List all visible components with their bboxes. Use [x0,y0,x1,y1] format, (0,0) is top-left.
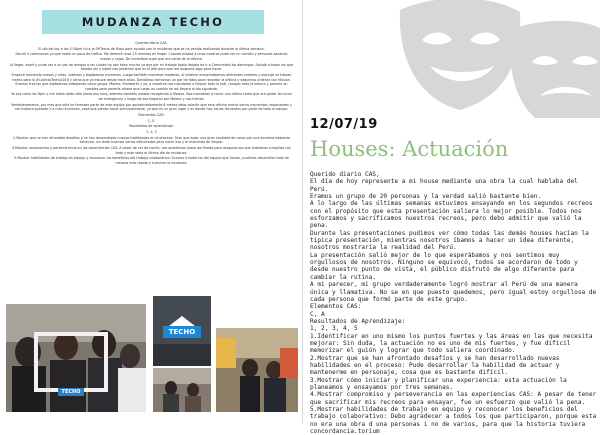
text-line: 1.Identificar en uno mismo los puntos fuertes y las áreas en las que necesita mejorar: Sin duda, la actuación no es uno de mis fuertes, y fue difícil memorizar el guión y lograr que todo saliera coordinado. [310,332,593,355]
techo-logo-text: TECHO [168,328,196,336]
paragraph: Empecé moviendo mesas y sillas, subimos y bajábamos escaleras. Luego también movimos maderas. Al ordenar encontrábamos diferentes cartelas y marcaje se habían hecho para la #ColectaTecho2018 y otras que yo estuve desde hace años. Decidimos tomarnos un par de fotos para recordar la oficina y seguimos ordenar con Música. Eramos tres los que estábamos trabajando como grupo, Molero, Humberto y yo, a nosotros nos mandaron a limpiar todo lo Jodi, recoger todo la basura y ponerla en costales para ponerla afuera que luego un camión se los llevara al día siguiente. [11,73,292,91]
paragraph: Decidí ir caminando ya que había un poco de tráfico. Me demoré unos 15 minutos en llegar. Cuando estaba a unas cuadras pude ver un camión y personas sacando mesas y cajas. De inmediato supe que era venía de la oficina. [15,52,288,62]
paragraph: Querido diario CAS, [135,41,168,45]
text-line: Elementos CAS: [310,303,362,311]
right-body-text [310,171,598,435]
text-line: A mi parecer, mi grupo verdaderamente logró mostrar al Perú de una manera única y llamativa. No se en que puesto quedemos, pero igual estoy orgullosa de cada persona que formó parte de este grupo. [310,281,597,303]
text-line: 2.Mostrar que se han afrontado desafíos y se han desarrollado nuevas habilidades en el proceso: Pude desarrollar la habilidad de actuar y mantenerme en personaje, cosa que es bastante difícil. [310,354,560,377]
left-body-text [10,41,293,167]
text-line: 5.Mostrar habilidades de trabajo en equipo y reconocer los beneficios del trabajo colaborativo: Debo agradecer a todos los que participaron, porque esta no era una obra d una personas i no de varios, para que la historia tuviera concordancia.torium [310,406,597,435]
paragraph: Al llegar, entré y pude ver a un par de amigos a los cuales no veo hace mucho ya que por mi trabajo había dejado de ir a Comunidad los domingos. Saludé a todos los que estaba ahí y hablé con Jonathan que es el jefe para que me asignara algo para hacer. [10,62,293,72]
paragraph: Resultados de aprendizaje: [129,124,174,129]
photo-collage [6,296,296,416]
text-line: La presentación salió mejor de lo que esperábamos y nos sentimos muy orgullosos de nosotros. Ninguno se equivocó, todos se acordaron de todo y desde nuestro punto de vista, el público disfrutó de algo diferente para cambiar la rutina. [310,251,578,281]
text-line: Eramos un grupo de 20 personas y la verdad salió bastante bien. [310,193,542,201]
text-line: A lo largo de las últimas semanas estuvimos ensayando en los segundos recreos con el propósito que esta presentación saliera lo mejor posible. Todos nos esforzamos y sacrificamos nuestros recreos, pero debo admitir que valió la pena. [310,200,593,230]
paragraph: El día de hoy a las 5:30pm fui a la OfiTecho de Rioja para ayudar con la mudanza que se ha venido realizando durante la última semana. [38,46,265,51]
paragraph: 2.Mostrar que se han afrontado desafíos y se han desarrollado nuevas habilidades en el proceso: Tuve que bajar una gran cantidad de cosas por una escalera bastante estrecha, sin duda tuvimos varias dificultades para hacer eso y al momento de limpiar. [13,135,290,145]
title-banner [42,10,264,34]
paragraph: Elementos CAS: [138,112,165,117]
paragraph: Verdaderamente, por más que sólo he formado parte de este equipo por aproximadamente 6 meses debo admitir que esta oficina marcó varios momentos importantes y me hubiera gustado ir a más reuniones, cosa que pienso hacer principalmente, ya que es un gran lugar y es donde hay varias recuerdos por parte de todo el equipo. [11,102,292,112]
frame-sign-text: TECHO [61,389,81,395]
entry-date: 12/07/19 [310,117,378,132]
group-photo [6,304,146,412]
paragraph: C, S. [147,118,156,123]
text-line: 4.Mostrar compromiso y perseverancia en las experiencias CAS: A pesar de tener que sacrificar mis recreos para ensayar, fue un esfuerzo que valió la pena. [310,391,597,406]
paragraph: 2, 4, 5 [146,130,157,135]
paragraph: 5.Mostrar habilidades de trabajo en equipo y reconocer los beneficios del trabajo colaborativo: Gracias a todos los del equipo que fueron, pudimos desarrollar todo de manera más rápido y culminar la mudanza. [14,156,289,166]
text-line: C, A [310,310,325,318]
text-line: Resultados de Aprendizaje: [310,317,406,325]
text-line: Durante las presentaciones pudimos ver cómo todas las demás houses hacían la típica presentación, mientras nosotros íbamos a hacer un idea diferente, nosotros mostraría la realidad del Perú. [310,229,589,252]
paragraph: Ya era como las 8pm y me había dado sólo hasta esa hora, además también estaba recogiendo a Molero. Nos mandaron a hacer una última tarea que era quitar las luces de emergencia y luego de eso llegaron por Molero y nos fuimos. [11,92,292,101]
text-line: El día de hoy represente a mi house mediante una obra la cual hablaba del Perú. [310,178,578,193]
right-journal-page [303,0,600,435]
entry-heading: Houses: Actuación [310,137,509,161]
text-line: 1, 2, 3, 4, 5 [310,325,358,333]
left-journal-page [0,0,302,424]
text-line: Querido diario CAS, [310,171,380,178]
text-line: 3.Mostrar cómo iniciar y planificar una experiencia: esta actuación la planeamos y ensayamos por tres semanas. [310,376,567,391]
paragraph: 4.Mostrar compromiso y perseverancia en las experiencias CAS: A pesar de ser de noche, nos quedamos hasta las finales para asegurarnos que habíamos cumplido con todo y este sería el último día de mudanza. [12,146,291,155]
team-photo [216,328,298,412]
techo-logo-photo [153,296,211,366]
page-title: MUDANZA TECHO [81,15,225,29]
theater-masks-icon [360,0,600,118]
people-photo [153,368,211,412]
